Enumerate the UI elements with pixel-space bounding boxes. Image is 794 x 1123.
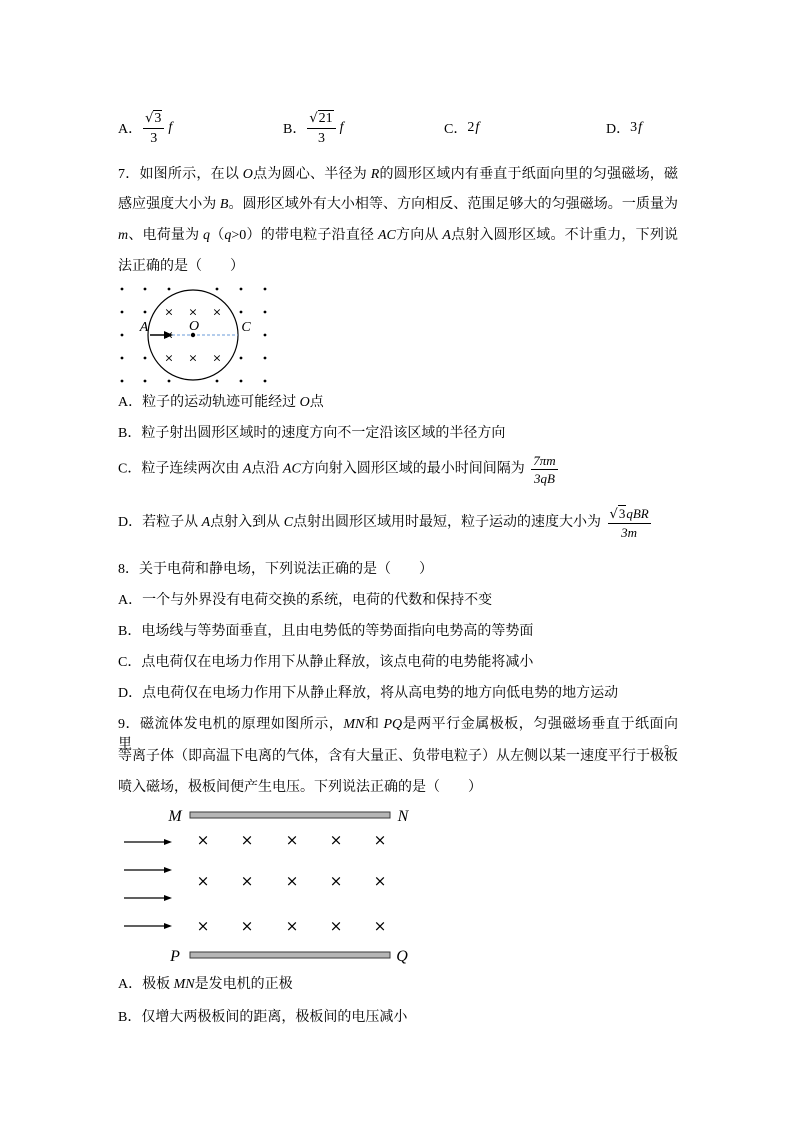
option-label: D． bbox=[118, 686, 143, 701]
option-label: C． bbox=[118, 655, 142, 670]
option-label: B． bbox=[283, 122, 307, 137]
option-text bbox=[142, 977, 293, 992]
option-label: A． bbox=[118, 593, 143, 608]
option-text: 点电荷仅在电场力作用下从静止释放，该点电荷的电势能将减小 bbox=[141, 655, 534, 670]
field-into-page-cross: × bbox=[329, 831, 343, 849]
field-into-page-cross: × bbox=[373, 831, 387, 849]
field-out-of-page-dot bbox=[264, 334, 267, 337]
text-run: 的圆形区域内有垂直于纸面向里的匀强磁场，磁 bbox=[379, 167, 679, 182]
radical-sign: √ bbox=[145, 110, 154, 126]
field-out-of-page-dot bbox=[121, 311, 124, 314]
q8-option-d bbox=[118, 684, 618, 704]
fraction-numerator bbox=[307, 110, 335, 129]
field-out-of-page-dot bbox=[168, 288, 171, 291]
plate-label-q: Q bbox=[396, 948, 408, 965]
text-run: 点射出圆形区域用时最短，粒子运动的速度大小为 bbox=[293, 515, 602, 531]
text-run: 法正确的是（ ） bbox=[118, 259, 244, 274]
math-variable: O bbox=[242, 167, 253, 182]
q6-option-c bbox=[444, 108, 479, 148]
field-out-of-page-dot bbox=[240, 311, 243, 314]
fraction-numerator bbox=[608, 506, 651, 524]
option-label: B． bbox=[118, 624, 142, 639]
option-label: A． bbox=[118, 977, 143, 992]
field-out-of-page-dot bbox=[216, 380, 219, 383]
field-into-page-cross: × bbox=[240, 917, 254, 935]
plasma-flow-arrow-head bbox=[164, 867, 172, 873]
text-run: 极板 bbox=[142, 977, 174, 992]
text-run: 和 bbox=[364, 717, 384, 732]
math-variable: A bbox=[442, 228, 451, 243]
fraction-denominator: 3m bbox=[621, 525, 638, 540]
text-run: 等离子体（即高温下电离的气体，含有大量正、负带电粒子）从左侧以某一速度平行于极板 bbox=[118, 749, 678, 764]
fraction-denominator: 3 bbox=[150, 130, 158, 146]
text-run: 粒子连续两次由 bbox=[141, 461, 243, 477]
q7-option-a bbox=[118, 393, 324, 413]
math-variable: f bbox=[168, 120, 173, 135]
q7-stem-line bbox=[118, 226, 678, 246]
q8-option-a bbox=[118, 591, 492, 611]
text-run: 粒子射出圆形区域时的速度方向不一定沿该区域的半径方向 bbox=[141, 426, 506, 441]
field-into-page-cross: × bbox=[329, 872, 343, 890]
field-into-page-cross: × bbox=[285, 872, 299, 890]
q6-option-a bbox=[118, 108, 172, 148]
text-run: 是发电机的正极 bbox=[194, 977, 293, 992]
plate-label-p: P bbox=[170, 948, 180, 965]
q8-stem: 8．关于电荷和静电场，下列说法正确的是（ ） bbox=[118, 562, 433, 577]
math-variable: A bbox=[201, 515, 211, 531]
text-run: >0）的带电粒子沿直径 bbox=[231, 228, 378, 243]
q8-option-b bbox=[118, 622, 533, 642]
text-run: 点射入圆形区域。不计重力，下列说 bbox=[450, 228, 679, 243]
field-into-page-cross: × bbox=[188, 351, 198, 365]
fraction-denominator: 3 bbox=[317, 130, 325, 146]
field-into-page-cross: × bbox=[164, 351, 174, 365]
field-into-page-cross: × bbox=[164, 328, 174, 342]
q7-stem-line bbox=[118, 165, 678, 185]
math-variable: O bbox=[299, 395, 310, 410]
option-text bbox=[142, 395, 324, 410]
q8-option-c bbox=[118, 653, 533, 673]
field-out-of-page-dot bbox=[264, 288, 267, 291]
field-out-of-page-dot bbox=[240, 357, 243, 360]
fraction-denominator: 3qB bbox=[534, 471, 555, 486]
text-run: 9．磁流体发电机的原理如图所示， bbox=[118, 717, 344, 732]
option-label: C． bbox=[118, 461, 142, 477]
option-label: A． bbox=[118, 122, 143, 137]
option-text: 点电荷仅在电场力作用下从静止释放，将从高电势的地方向低电势的地方运动 bbox=[142, 686, 619, 701]
text-run: 方向从 bbox=[395, 228, 443, 243]
plate-label-m: M bbox=[168, 808, 182, 825]
option-text: 一个与外界没有电荷交换的系统，电荷的代数和保持不变 bbox=[142, 593, 493, 608]
text-run: 是两平行金属极板，匀强磁场垂直于纸面向里。 bbox=[118, 717, 679, 752]
math-variable: AC bbox=[377, 228, 396, 243]
math-variable: MN bbox=[173, 977, 195, 992]
q7-circular-field-figure bbox=[110, 280, 280, 390]
field-out-of-page-dot bbox=[144, 357, 147, 360]
field-out-of-page-dot bbox=[144, 311, 147, 314]
option-label: C． bbox=[444, 122, 468, 137]
plasma-flow-arrow-head bbox=[164, 895, 172, 901]
coefficient: 2 bbox=[467, 120, 475, 135]
field-into-page-cross: × bbox=[240, 872, 254, 890]
option-label: B． bbox=[118, 426, 142, 441]
math-variable: PQ bbox=[383, 717, 403, 732]
q7-stem-line bbox=[118, 195, 678, 215]
text-run: 点 bbox=[309, 395, 324, 410]
fraction-numerator: 7πm bbox=[533, 453, 556, 468]
field-out-of-page-dot bbox=[216, 288, 219, 291]
option-text bbox=[142, 515, 601, 530]
q9-option-b bbox=[118, 1008, 407, 1028]
q6-option-d bbox=[606, 108, 642, 148]
fraction-numerator bbox=[143, 110, 164, 129]
math-variable: C bbox=[283, 515, 294, 531]
point-c-label: C bbox=[241, 320, 251, 335]
radicand: 3 bbox=[618, 506, 626, 521]
q7-option-c bbox=[118, 453, 558, 486]
radical-sign: √ bbox=[609, 507, 618, 522]
math-variable: m bbox=[118, 228, 129, 243]
text-run: 粒子的运动轨迹可能经过 bbox=[142, 395, 300, 410]
field-into-page-cross: × bbox=[212, 351, 222, 365]
field-into-page-cross: × bbox=[188, 305, 198, 319]
field-into-page-cross: × bbox=[240, 831, 254, 849]
field-into-page-cross: × bbox=[285, 917, 299, 935]
q7-option-d bbox=[118, 506, 651, 540]
option-text bbox=[141, 426, 505, 441]
math-variable: qBR bbox=[626, 506, 649, 521]
text-run: 点沿 bbox=[251, 461, 283, 477]
math-variable: MN bbox=[343, 717, 365, 732]
field-into-page-cross: × bbox=[164, 305, 174, 319]
field-out-of-page-dot bbox=[121, 357, 124, 360]
text-run: 若粒子从 bbox=[142, 515, 202, 531]
option-label: D． bbox=[606, 122, 631, 137]
point-o-label: O bbox=[188, 319, 200, 334]
q9-stem-line bbox=[118, 778, 482, 798]
field-into-page-cross: × bbox=[373, 872, 387, 890]
field-out-of-page-dot bbox=[240, 380, 243, 383]
option-text: 电场线与等势面垂直，且由电势低的等势面指向电势高的等势面 bbox=[141, 624, 534, 639]
option-label: D． bbox=[118, 515, 143, 531]
math-variable: AC bbox=[282, 461, 301, 477]
math-variable: B bbox=[219, 197, 229, 212]
coefficient: 3 bbox=[630, 120, 638, 135]
q7-stem-line bbox=[118, 257, 244, 277]
q9-stem-line bbox=[118, 747, 678, 767]
radicand: 3 bbox=[154, 110, 162, 126]
fraction bbox=[143, 110, 164, 147]
plasma-flow-arrow-head bbox=[164, 839, 172, 845]
text-run: 。圆形区域外有大小相等、方向相反、范围足够大的匀强磁场。一质量为 bbox=[228, 197, 679, 212]
text-run: 点射入到从 bbox=[210, 515, 284, 531]
field-out-of-page-dot bbox=[264, 357, 267, 360]
field-out-of-page-dot bbox=[168, 380, 171, 383]
field-out-of-page-dot bbox=[144, 288, 147, 291]
field-into-page-cross: × bbox=[212, 305, 222, 319]
option-text bbox=[141, 462, 524, 477]
field-out-of-page-dot bbox=[144, 380, 147, 383]
field-into-page-cross: × bbox=[285, 831, 299, 849]
q9-mhd-generator-figure bbox=[115, 798, 415, 970]
fraction bbox=[608, 506, 651, 540]
fraction bbox=[307, 110, 335, 147]
math-variable: q bbox=[203, 228, 210, 243]
plate-mn bbox=[190, 812, 390, 818]
field-out-of-page-dot bbox=[121, 288, 124, 291]
plasma-flow-arrow-head bbox=[164, 923, 172, 929]
q9-option-a bbox=[118, 975, 293, 995]
fraction bbox=[531, 453, 557, 486]
point-a-label: A bbox=[139, 320, 149, 335]
option-label: B． bbox=[118, 1010, 142, 1025]
math-variable: R bbox=[370, 167, 380, 182]
radical-sign: √ bbox=[309, 110, 318, 126]
math-variable: A bbox=[242, 461, 252, 477]
math-variable: f bbox=[638, 120, 643, 135]
q9-stem-line bbox=[118, 715, 679, 752]
option-label: A． bbox=[118, 395, 143, 410]
plate-label-n: N bbox=[397, 808, 409, 825]
option-text bbox=[141, 1010, 407, 1025]
field-out-of-page-dot bbox=[121, 334, 124, 337]
field-into-page-cross: × bbox=[196, 917, 210, 935]
text-run: 7．如图所示，在以 bbox=[118, 167, 243, 182]
radicand: 21 bbox=[318, 110, 333, 126]
plate-pq bbox=[190, 952, 390, 958]
field-out-of-page-dot bbox=[264, 380, 267, 383]
field-into-page-cross: × bbox=[329, 917, 343, 935]
text-run: （ bbox=[210, 228, 225, 243]
field-into-page-cross: × bbox=[196, 831, 210, 849]
q7-option-b bbox=[118, 424, 505, 444]
math-variable: f bbox=[475, 120, 480, 135]
math-variable: q bbox=[224, 228, 232, 243]
field-out-of-page-dot bbox=[240, 288, 243, 291]
text-run: 感应强度大小为 bbox=[118, 197, 220, 212]
text-run: 、电荷量为 bbox=[128, 228, 203, 243]
field-out-of-page-dot bbox=[121, 380, 124, 383]
q6-option-b bbox=[283, 108, 344, 148]
text-run: 仅增大两极板间的距离，极板间的电压减小 bbox=[141, 1010, 408, 1025]
field-into-page-cross: × bbox=[373, 917, 387, 935]
text-run: 点为圆心、半径为 bbox=[252, 167, 371, 182]
field-out-of-page-dot bbox=[264, 311, 267, 314]
math-variable: f bbox=[339, 120, 344, 135]
text-run: 喷入磁场，极板间便产生电压。下列说法正确的是（ ） bbox=[118, 780, 482, 795]
field-into-page-cross: × bbox=[196, 872, 210, 890]
text-run: 方向射入圆形区域的最小时间间隔为 bbox=[300, 461, 525, 477]
